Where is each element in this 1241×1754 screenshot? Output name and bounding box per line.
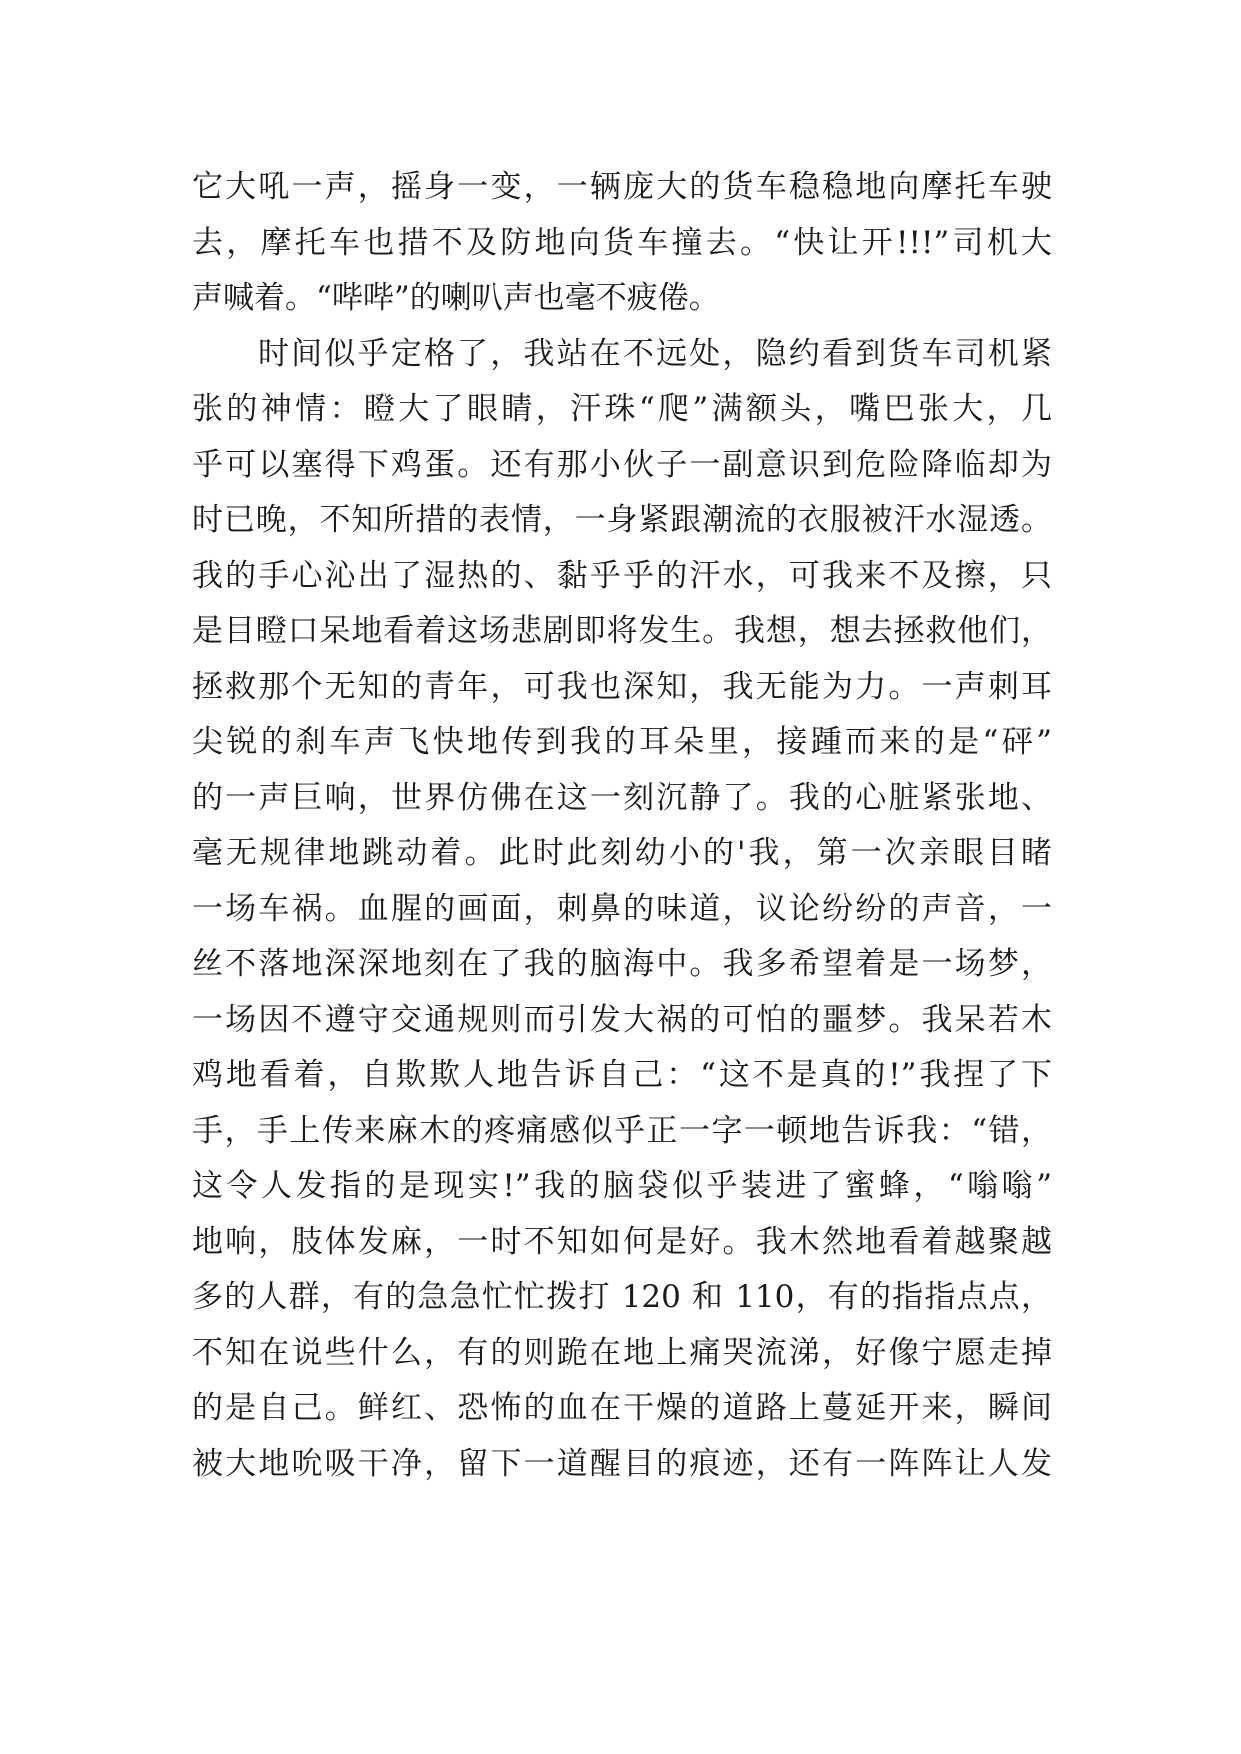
text-line: 我的手心沁出了湿热的、黏乎乎的汗水，可我来不及擦，只 [192,557,1052,594]
text-line: 声喊着。“哔哔”的喇叭声也毫不疲倦。 [192,280,720,316]
text-line: 手，手上传来麻木的疼痛感似乎正一字一顿地告诉我：“错， [192,1112,1052,1149]
text-line: 尖锐的刹车声飞快地传到我的耳朵里，接踵而来的是“砰” [192,724,1052,760]
paragraph-first-line: 时间似乎定格了，我站在不远处，隐约看到货车司机紧 [258,335,1052,372]
essay-body [192,160,1052,1492]
text-line: 多的人群，有的急急忙忙拨打 120 和 110，有的指指点点， [192,1279,1052,1315]
text-line: 丝不落地深深地刻在了我的脑海中。我多希望着是一场梦， [192,946,1052,982]
text-line: 一场因不遵守交通规则而引发大祸的可怕的噩梦。我呆若木 [192,1001,1052,1038]
text-line: 张的神情：瞪大了眼睛，汗珠“爬”满额头，嘴巴张大，几 [192,391,1052,427]
text-line: 一场车祸。血腥的画面，刺鼻的味道，议论纷纷的声音，一 [192,890,1052,927]
text-line: 是目瞪口呆地看着这场悲剧即将发生。我想，想去拯救他们， [192,613,1052,649]
text-line: 的一声巨响，世界仿佛在这一刻沉静了。我的心脏紧张地、 [192,779,1052,816]
text-line: 被大地吮吸干净，留下一道醒目的痕迹，还有一阵阵让人发 [192,1445,1052,1482]
text-line: 鸡地看着，自欺欺人地告诉自己：“这不是真的!”我捏了下 [192,1057,1052,1093]
text-line: 去，摩托车也措不及防地向货车撞去。“快让开!!!”司机大 [192,224,1052,261]
text-line: 乎可以塞得下鸡蛋。还有那小伙子一副意识到危险降临却为 [192,446,1052,483]
text-line: 毫无规律地跳动着。此时此刻幼小的'我，第一次亲眼目睹 [192,835,1052,871]
text-line: 时已晚，不知所措的表情，一身紧跟潮流的衣服被汗水湿透。 [192,502,1052,538]
text-line: 地响，肢体发麻，一时不知如何是好。我木然地看着越聚越 [192,1223,1052,1260]
text-line: 它大吼一声，摇身一变，一辆庞大的货车稳稳地向摩托车驶 [192,169,1052,205]
text-line: 不知在说些什么，有的则跪在地上痛哭流涕，好像宁愿走掉 [192,1334,1052,1371]
text-line: 这令人发指的是现实!”我的脑袋似乎装进了蜜蜂，“嗡嗡” [192,1168,1052,1204]
text-line: 的是自己。鲜红、恐怖的血在干燥的道路上蔓延开来，瞬间 [192,1390,1052,1426]
text-line: 拯救那个无知的青年，可我也深知，我无能为力。一声刺耳 [192,668,1052,705]
